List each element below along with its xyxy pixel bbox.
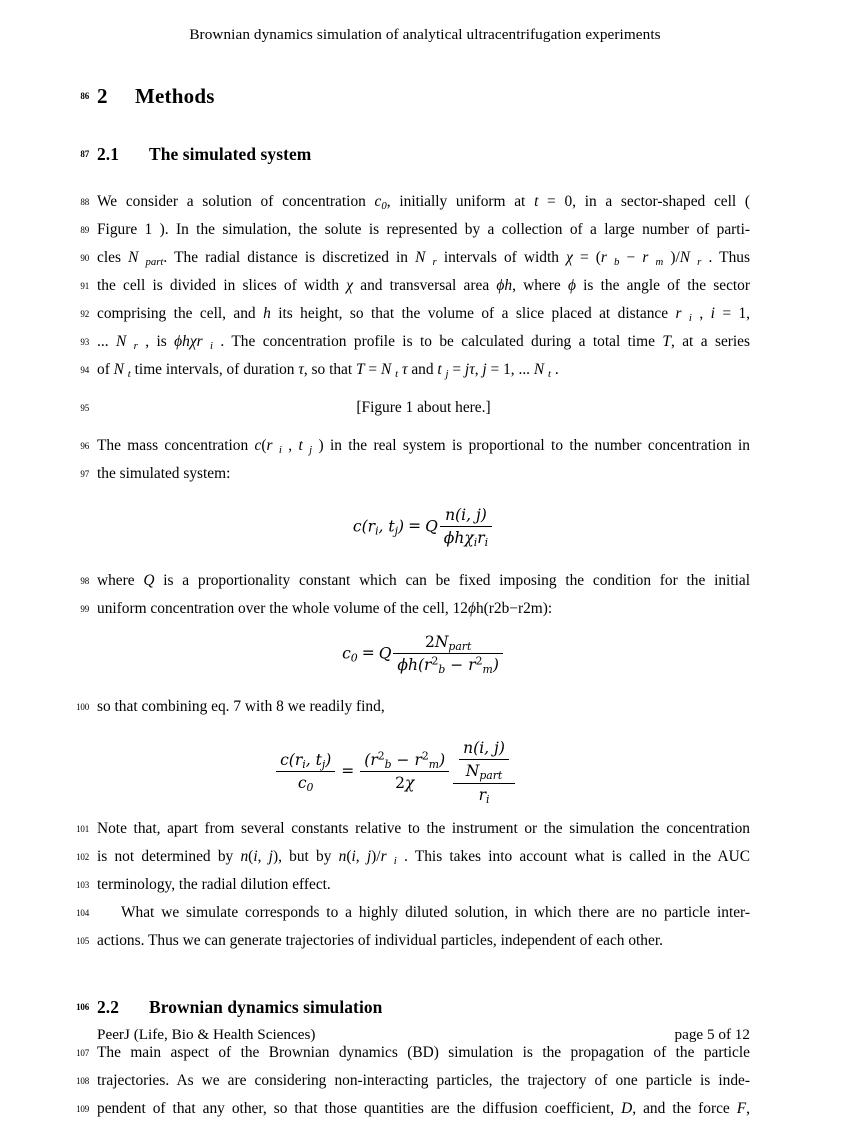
fraction-denominator: $N_{part}$ <box>465 762 503 783</box>
fraction <box>276 751 335 794</box>
line-text: actions. Thus we can generate trajectories of individual particles, independent of each other. <box>97 931 663 949</box>
line-text: cles N $_{part}$. The radial distance is discretized in N $_r$ intervals of width χ = (r $_b$ − r $_m$ )/N $_r$ . Thus <box>97 249 750 269</box>
line-text: uniform concentration over the whole volume of the cell, 12ϕh(r2b−r2m): <box>97 599 553 617</box>
line-number: 95 <box>80 403 89 413</box>
text-line-91 <box>80 272 750 300</box>
equation-3 <box>69 739 722 805</box>
fraction-denominator: $\phi h\chi_ir_i$ <box>443 529 489 550</box>
line-text: so that combining eq. 7 with 8 we readily find, <box>97 698 385 716</box>
text-line-109 <box>76 1095 750 1123</box>
figure-placeholder-text: [Figure 1 about here.] <box>356 399 491 416</box>
text-line-88 <box>80 188 750 216</box>
spacer <box>97 675 750 693</box>
line-number: 86 <box>80 91 89 101</box>
section-number: 2 <box>97 84 108 108</box>
line-text: comprising the cell, and h its height, so that the volume of a slice placed at distance r $_i$ , i = 1, <box>97 305 751 325</box>
section-heading-bd-simulation <box>76 993 750 1021</box>
footer-page-number: page 5 of 12 <box>674 1026 750 1043</box>
text-line-104 <box>76 899 750 927</box>
fraction-inner <box>459 739 509 782</box>
line-number: 100 <box>76 702 89 713</box>
spacer <box>97 422 750 432</box>
text-line-105 <box>76 927 750 955</box>
running-head: Brownian dynamics simulation of analytical ultracentrifugation experiments <box>189 26 661 43</box>
line-number: 90 <box>80 253 89 263</box>
line-number: 101 <box>76 823 89 834</box>
line-number: 91 <box>80 281 89 291</box>
text-line-94 <box>80 356 750 384</box>
section-title: Methods <box>135 84 215 108</box>
text-line-103 <box>76 871 750 899</box>
line-text: terminology, the radial dilution effect. <box>97 875 331 893</box>
page-content <box>76 72 751 1123</box>
line-text: the simulated system: <box>97 465 231 482</box>
line-text: The main aspect of the Brownian dynamics (BD) simulation is the propagation of the particle <box>97 1043 750 1061</box>
fraction-denominator: 2χ <box>395 773 415 792</box>
spacer <box>97 623 750 633</box>
figure-placeholder-line <box>80 394 750 422</box>
spacer <box>97 721 750 739</box>
subsection-number: 2.1 <box>97 144 120 164</box>
fraction-numerator: $c(r_i$, $t_j$) <box>276 751 335 772</box>
line-number: 107 <box>76 1047 89 1058</box>
fraction-numerator <box>453 739 515 784</box>
footer-journal: PeerJ (Life, Bio & Health Sciences) <box>97 1026 316 1043</box>
line-number: 105 <box>76 935 89 946</box>
text-line-97 <box>80 460 750 488</box>
text-line-98 <box>80 567 750 595</box>
spacer <box>97 384 750 394</box>
text-line-89 <box>80 216 750 244</box>
line-number: 103 <box>76 879 89 890</box>
equation-2-body: $c_0 = Q$ $\frac{2N_{part}}{\phi h(r^2_b - r^2_m)}$ <box>342 633 505 676</box>
spacer <box>97 549 750 567</box>
fraction-numerator: $2N_{part}$ <box>393 633 502 654</box>
line-number: 98 <box>80 575 89 586</box>
line-number: 87 <box>80 149 89 159</box>
line-number: 108 <box>76 1075 89 1086</box>
subsection-number: 2.2 <box>97 996 120 1017</box>
fraction <box>360 748 449 794</box>
spacer <box>97 955 750 981</box>
line-text: What we simulate corresponds to a highly diluted solution, in which there are no particle inter- <box>121 903 750 921</box>
line-number: 96 <box>80 441 89 451</box>
fraction <box>393 633 502 676</box>
text-line-99 <box>80 595 750 623</box>
fraction-numerator: $(r^2_b - r^2_m)$ <box>360 751 449 772</box>
line-number: 92 <box>80 309 89 319</box>
line-number: 93 <box>80 337 89 347</box>
text-line-100 <box>76 693 750 721</box>
fraction-denominator: $r_i$ <box>478 785 490 806</box>
fraction-nested <box>453 739 515 805</box>
line-text: Note that, apart from several constants relative to the instrument or the simulation the concentration <box>97 819 750 837</box>
line-number: 109 <box>76 1103 89 1114</box>
equation-2 <box>97 633 750 676</box>
line-text: The mass concentration c(r $_i$ , t $_j$ ) in the real system is proportional to the number concentration in <box>97 437 750 457</box>
line-number: 88 <box>80 197 89 207</box>
subsection-title: Brownian dynamics simulation <box>149 996 383 1017</box>
page-footer <box>97 1026 750 1044</box>
spacer <box>97 488 750 506</box>
text-line-108 <box>76 1067 750 1095</box>
text-line-96 <box>80 432 750 460</box>
line-text: the cell is divided in slices of width χ and transversal area ϕh, where ϕ is the angle of the sector <box>97 277 750 294</box>
text-line-102 <box>76 843 750 871</box>
fraction-denominator: $\phi h(r^2_b - r^2_m)$ <box>397 654 499 676</box>
line-number: 94 <box>80 365 89 375</box>
text-line-101 <box>76 815 750 843</box>
fraction-numerator: n(i, j) <box>440 506 492 527</box>
line-text: ... N $_r$ , is ϕhχr $_i$ . The concentration profile is to be calculated during a total time T, at a series <box>97 333 750 353</box>
fraction-numerator: n(i, j) <box>459 739 509 760</box>
line-text: where Q is a proportionality constant which can be fixed imposing the condition for the initial <box>97 571 750 589</box>
section-heading-methods <box>80 82 750 110</box>
text-line-93 <box>80 328 750 356</box>
subsection-title: The simulated system <box>149 144 312 164</box>
text-line-92 <box>80 300 751 328</box>
fraction <box>440 506 492 549</box>
equation-3-body: $\frac{c(r_i, t_j)}{c_0}$ = $\frac{(r^2_b - r^2_m)}{2\chi}$ $\frac{\frac{n(i, j)}{N_{part}}}{r_i}$ <box>274 739 517 805</box>
line-number: 104 <box>76 907 89 918</box>
fraction-denominator: $c_0$ <box>297 773 314 794</box>
line-text: trajectories. As we are considering non-interacting particles, the trajectory of one particle is inde- <box>97 1071 750 1089</box>
line-number: 97 <box>80 469 89 479</box>
line-text: We consider a solution of concentration $c_0$, initially uniform at t = 0, in a sector-shaped cell ( <box>97 193 750 213</box>
equation-1 <box>97 506 750 549</box>
line-number: 89 <box>80 225 89 235</box>
line-text: pendent of that any other, so that those quantities are the diffusion coefficient, D, and the force F, <box>97 1099 750 1117</box>
spacer <box>97 805 750 815</box>
line-number: 106 <box>76 1001 89 1012</box>
line-number: 102 <box>76 851 89 862</box>
line-text: of N $_t$ time intervals, of duration τ, so that T = N $_t$ τ and t $_j$ = jτ, j = 1, ... N $_t$ . <box>97 361 559 381</box>
equation-1-body: $c(r_i$, $t_j) = Q$ $\frac{n(i, j)}{\phi h\chi_ir_i}$ <box>353 506 494 549</box>
section-heading-simulated-system <box>80 140 750 168</box>
line-text: is not determined by n(i, j), but by n(i, j)/r $_i$ . This takes into account what is called in the AUC <box>97 847 750 867</box>
text-line-90 <box>80 244 750 272</box>
line-number: 99 <box>80 603 89 614</box>
line-text: Figure 1 ). In the simulation, the solute is represented by a collection of a large number of parti- <box>97 221 750 238</box>
